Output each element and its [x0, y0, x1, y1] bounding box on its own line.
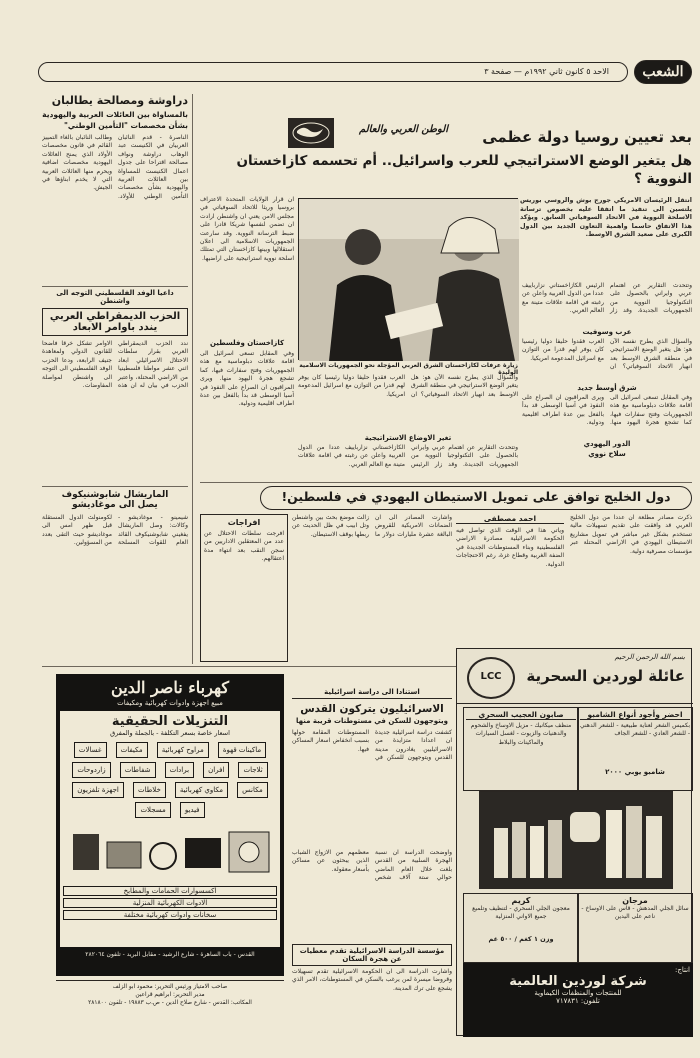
logo-text: الشعب [642, 64, 684, 80]
ad-right-box-1-title: احضر وأجود أنواع الشامبو [580, 710, 690, 720]
ad-item: مسجلات [135, 802, 170, 818]
left-mid-kicker: داعيا الوفد الفلسطيني التوجه الى واشنطن [56, 289, 174, 305]
ad-item: ماكينات قهوة [218, 742, 266, 758]
left-mid-title-box [42, 308, 188, 336]
ad-right-footer-phone: تلفون: ٧١٧٨٣١ [556, 997, 600, 1005]
ad-left-address: القدس - باب الساهرة - شارع الرشيد - مقابل البريد - تلفون ٢٨٢٠٦٤ [85, 951, 255, 958]
ad-right-brand-mark: LCC [480, 671, 502, 682]
settlement-box-text: مؤسسة الدراسة الاسرائيلية تقدم معطيات عن هجرة السكان [299, 947, 445, 963]
column-divider [192, 94, 193, 664]
main-divider [200, 482, 692, 483]
left-mid-title-2: يندد باوامر الابعاد [72, 322, 158, 333]
ad-right-brand-badge [467, 657, 515, 699]
appliances-illustration-icon [65, 824, 277, 884]
ad-right-box-2-body: منظف ميكانيك - مزيل الاوساخ والشحوم والدهنيات والزيوت - لغسل السيارات والماكينات والبلاط [470, 722, 572, 746]
left-top-article [42, 92, 188, 284]
main-col-2-text: والسؤال الذي يطرح نفسه الآن هو: هل يتغير الوضع الاستراتيجي في منطقة الشرق الاوسط بعد انهيار الاتحاد السوفياتي؟ ان العرب فقدوا حليفا دوليا رئيسيا كان يوفر لهم قدرا من التوازن مع اسرائيل المدعومة امريكيا. [298, 374, 518, 398]
settlement-body-1: كشفت دراسة اسرائيلية جديدة ان اعدادا متزايدة من الاسرائيليين يغادرون مدينة القدس ويتوجهون للسكن في المستوطنات المقامة حولها بسبب انخفاض اسعار المساكن فيها. [292, 729, 452, 762]
settlement-body-2: واوضحت الدراسة ان نسبة الهجرة السلبية من القدس بلغت خلال العام الماضي حوالي ستة آلاف شخص معظمهم من الازواج الشباب الذين يبحثون عن مساكن بأسعار معقولة. [292, 849, 452, 882]
gulf-body-left [292, 514, 452, 662]
main-subhead-4: كازاخستان وفلسطين [209, 339, 285, 347]
settlement-body-3: واشارت الدراسة الى ان الحكومة الاسرائيلية تقدم تسهيلات وقروضا ميسرة لمن يرغب بالسكن في المستوطنات، الامر الذي يشجع على ترك المدينة. [292, 968, 452, 992]
main-col-4-text: وتتحدث التقارير عن اهتمام عربي وايراني بالحصول على التكنولوجيا النووية من الجمهوريات الجديدة. وقد زار الرئيس الكازاخستاني نزارباييف عددا من الدول العربية واعلن عن رغبته في اقامة علاقات متينة مع العالم العربي. [522, 282, 692, 315]
ad-right-box-3 [577, 893, 693, 963]
main-col-1b-text: وفي المقابل تسعى اسرائيل الى اقامة علاقات دبلوماسية مع هذه الجمهوريات وفتح سفارات فيها، كما تشجع هجرة اليهود منها. ويرى المراقبون ان الصراع على النفوذ في آسيا الوسطى قد بدأ بالفعل بين عدة اطراف اقليمية ودولية. [200, 350, 294, 408]
world-map-icon [289, 119, 333, 147]
settlement-box [292, 944, 452, 966]
settlement-title-2: ويتوجهون للسكن في مستوطنات قريبة منها [295, 717, 448, 725]
ad-item: مكانس [237, 782, 268, 798]
dateline-bar [38, 62, 628, 82]
imprint [56, 980, 284, 1020]
ad-right-box-4-body: معجون الجلي السحري - لتنظيف وتلميع جميع الاواني المنزلية [472, 905, 570, 921]
gulf-body-3: واشارت المصادر الى ان الضمانات الامريكية للقروض البالغة عشرة مليارات دولار ما زالت موضع بحث بين واشنطن وتل ابيب في ظل الحديث عن ربطها بوقف الاستيطان. [292, 514, 452, 538]
ad-left-brand: كهرباء ناصر الدين [111, 678, 229, 697]
ad-left-footer-1: اكسسوارات الحمامات والمطابخ [63, 886, 277, 896]
ad-right-company: عائلة لوردين السحرية [526, 667, 685, 685]
main-subhead-3: تغير الاوضاع الاستراتيجية [364, 434, 452, 442]
ad-right-footer-pre: انتاج: [674, 966, 690, 974]
ad-right-header [457, 649, 693, 704]
imprint-line-3: المكاتب: القدس - شارع صلاح الدين - ص.ب ١٩٨٨٣ - تلفون ٢٨١٨٠٠ [88, 1000, 252, 1006]
left-mid-body: ندد الحزب الديمقراطي العربي بقرار سلطات الاحتلال الاسرائيلي ابعاد اثني عشر مواطنا فلسطينيا من الاراضي المحتلة، واعتبر الحزب في بيان له ان هذه الاوامر تشكل خرقا فاضحا للقانون الدولي ولمعاهدة جنيف الرابعة، ودعا الحزب الوفد الفلسطيني الى التوجه الى واشنطن لمواصلة المفاوضات. [42, 340, 188, 390]
ad-left-items [63, 740, 277, 820]
ad-item: مكاوي كهربائية [175, 782, 228, 798]
ad-item: اجهزة تلفزيون [72, 782, 124, 798]
main-subhead-1: عرب وسوفيت [582, 328, 632, 336]
section-label: الوطن العربي والعالم [358, 124, 448, 135]
ad-left-sale-sub: اسعار خاصة بسعر التكلفة - بالجملة والمفرق [110, 729, 230, 737]
ad-right-box-1 [577, 707, 693, 791]
settlement-title-1: الاسرائيليون يتركون القدس [300, 703, 444, 715]
settlement-kicker: استنادا الى دراسة اسرائيلية [292, 688, 452, 699]
ad-left-footer-3: سخانات وادوات كهربائية مختلفة [63, 910, 277, 920]
ad-item: خلاطات [133, 782, 166, 798]
ad-item: فيديو [180, 802, 205, 818]
gulf-body-right [570, 514, 692, 662]
section-label-box [288, 118, 448, 148]
main-right-cols [522, 282, 692, 478]
ad-right-box-2-title: صابون العجيب السحري [466, 710, 576, 720]
ad-item: ثلاجات [238, 762, 267, 778]
ad-item: شفاطات [120, 762, 156, 778]
gulf-side-box [200, 514, 288, 662]
left-mid-article [42, 289, 188, 484]
main-col-6-text: وفي المقابل تسعى اسرائيل الى اقامة علاقات دبلوماسية مع هذه الجمهوريات وفتح سفارات فيها، كما تشجع هجرة اليهود منها. ويرى المراقبون ان الصراع على النفوذ في آسيا الوسطى قد بدأ بالفعل بين عدة اطراف اقليمية ودولية. [522, 394, 692, 427]
ad-right-box-1-body: بكميس الشعر لعناية طبيعية - للشعر الدهني - للشعر العادي - للشعر الجاف [580, 722, 690, 738]
ad-right-offer: شامبو يوبي ٢٠٠٠ [605, 768, 665, 776]
ad-left-sale-title: التنزيلات الحقيقية [111, 714, 229, 729]
ad-right-box-2 [463, 707, 579, 791]
left-bottom-body: شيمينو - موغاديشو - وكالات: وصل الماريشال يفغيني شابوشنيكوف القائد العام للقوات المسلحة لكومنولث الدول المستقلة قبل ظهر امس الى موغاديشو حيث التقى بعدد من المسؤولين. [42, 514, 188, 547]
ad-left-footer-2: الادوات الكهربائية المنزلية [63, 898, 277, 908]
gulf-body-mid [456, 514, 564, 662]
ad-item: افران [203, 762, 229, 778]
left-top-body: الناصرة - قدم النائبان العربيان في الكنيست عبد الوهاب دراوشة ونواف مصالحة اقتراحا على جدول اعمال الكنيست للمساواة بين العائلات العربية واليهودية بشأن مخصصات التأمين الوطني للأولاد. وطالب النائبان بالغاء التمييز القائم في قانون مخصصات الأولاد الذي يمنح العائلات اليهودية مخصصات اضافية ويحرم منها العائلات العربية التي لا يخدم ابناؤها في الجيش. [42, 134, 188, 200]
left-top-title: دراوشة ومصالحة يطالبان [51, 94, 188, 107]
ad-right-weight: وزن ١ كغم / ٥٠٠ غم [488, 935, 554, 943]
main-col-3-text: وتتحدث التقارير عن اهتمام عربي وايراني بالحصول على التكنولوجيا النووية من الجمهوريات الجديدة. وقد زار الرئيس الكازاخستاني نزارباييف عددا من الدول العربية واعلن عن رغبته في اقامة علاقات متينة مع العالم العربي. [298, 444, 518, 468]
section-emblem [288, 118, 334, 148]
gulf-side-box-title: افراجات [227, 518, 261, 527]
left-top-subtitle-1: بالمساواة بين العائلات العربية واليهودية [42, 110, 188, 119]
dateline-text: الاحد ٥ كانون ثاني ١٩٩٢م — صفحة ٣ [484, 67, 609, 76]
ad-item: مراوح كهربائية [157, 742, 209, 758]
ad-right-products-photo [479, 791, 673, 889]
photo-figures-icon [299, 199, 519, 361]
ad-right-footer-company: شركة لوردين العالمية [509, 974, 647, 989]
imprint-line-1: صاحب الامتياز ورئيس التحرير: محمود ابو الزلف [112, 984, 228, 990]
gulf-body-2: ويأتي هذا في الوقت الذي تواصل فيه الحكومة الاسرائيلية مصادرة الاراضي الفلسطينية وبناء المستوطنات الجديدة في الضفة الغربية وقطاع غزة، رغم الاحتجاجات الدولية. [456, 527, 564, 568]
main-subhead-6: سلاح نووي [588, 450, 626, 458]
left-divider-2 [42, 486, 188, 487]
ad-right-footer-sub: للمنتجات والمنظفات الكيماوية [534, 989, 622, 997]
masthead-logo [634, 60, 692, 84]
main-photo-caption: زيارة عرفات لكازاخستان الشرق العربي المؤجلة نحو الجمهوريات الاسلامية الوليدة [299, 362, 518, 376]
main-title: هل يتغير الوضع الاستراتيجي للعرب واسرائيل.. أم تحسمه كازاخستان النووية ؟ [236, 153, 692, 187]
gulf-side-box-body: افرجت سلطات الاحتلال عن عدد من المعتقلين الاداريين من سجن النقب بعد انتهاء مدة اعتقالهم. [204, 530, 284, 563]
left-bottom-article [42, 490, 188, 660]
ad-right-box-3-title: مرجان [622, 896, 648, 905]
ad-right [456, 648, 692, 1036]
main-col-1-text: ان قرار الولايات المتحدة الاعتراف بروسيا وريثا للاتحاد السوفياتي في مجلس الامن يعني ان واشنطن ارادت ان تضمن لنفسها شريكا قادرا على ضبط الترسانة النووية. وقد سارعت الجمهوريات الاسلامية الى اعلان استقلالها وبينها كازاخستان التي تمتلك اسلحة نووية استراتيجية على اراضيها. [200, 196, 294, 262]
ad-item: مكيفات [116, 742, 148, 758]
ad-left [56, 674, 284, 976]
left-divider-1 [42, 286, 188, 287]
ad-item: زاردوحات [72, 762, 110, 778]
ad-right-box-4 [463, 893, 579, 963]
main-under-photo [298, 374, 518, 478]
ad-left-panel [60, 711, 280, 947]
left-bottom-title-1: الماريشال شابوشنيكوف [61, 490, 169, 500]
main-col-1 [200, 196, 294, 476]
ad-item: غسالات [74, 742, 107, 758]
left-mid-title-1: الحزب الديمقراطي العربي [49, 311, 181, 322]
imprint-line-2: مدير التحرير: ابراهيم قراعين [135, 992, 205, 998]
gulf-byline: احمد مصطفى [456, 514, 564, 524]
settlement-article [292, 688, 452, 1028]
left-bottom-title-2: يصل الى موغاديشو [72, 500, 158, 510]
ad-right-box-4-title: كريم [511, 896, 531, 905]
ad-right-basmala: بسم الله الرحمن الرحيم [614, 653, 685, 661]
ad-right-footer [463, 963, 693, 1037]
main-title-top: بعد تعيين روسيا دولة عظمى [482, 128, 692, 146]
bottles-illustration-icon [480, 792, 672, 888]
left-top-subtitle-2: بشأن مخصصات "التأمين الوطني" [63, 121, 188, 130]
ad-right-box-3-body: سائل الجلي المدهش - قاس على الاوساخ - ناعم على اليدين [581, 905, 689, 921]
ad-left-tagline: مبيع اجهزة وادوات كهربائية ومكيفات [117, 699, 223, 707]
main-col-5-text: والسؤال الذي يطرح نفسه الآن هو: هل يتغير الوضع الاستراتيجي في منطقة الشرق الاوسط بعد انهيار الاتحاد السوفياتي؟ ان العرب فقدوا حليفا دوليا رئيسيا كان يوفر لهم قدرا من التوازن مع اسرائيل المدعومة امريكيا. [522, 338, 692, 371]
main-lead [520, 196, 692, 280]
main-subhead-5: الدور اليهودي [583, 440, 631, 448]
main-lead-text: انتقل الرئيسان الامريكي جورج بوش والروسي بوريس يلتسين الى تنفيذ ما اتفقا عليه بخصوص ترسانة الاسلحة النووية في الاتحاد السوفياتي السابق. ويؤكد هذا الاتفاق حاسما واهمية التعاون الجديد بين الدول الكبرى على صعيد الشرق الاوسط. [520, 196, 692, 239]
ad-item: برادات [165, 762, 194, 778]
gulf-body-1: ذكرت مصادر مطلعة ان عددا من دول الخليج العربي قد وافقت على تقديم تسهيلات مالية تستخدم بشكل غير مباشر في تمويل مشاريع الاستيطان اليهودي في الاراضي المحتلة عبر مؤسسات مصرفية دولية. [570, 514, 692, 555]
gulf-title: دول الخليج توافق على تمويل الاستيطان اليهودي في فلسطين! [281, 489, 671, 504]
main-subhead-2: شرق أوسط جديد [577, 384, 637, 392]
main-photo [298, 198, 518, 360]
